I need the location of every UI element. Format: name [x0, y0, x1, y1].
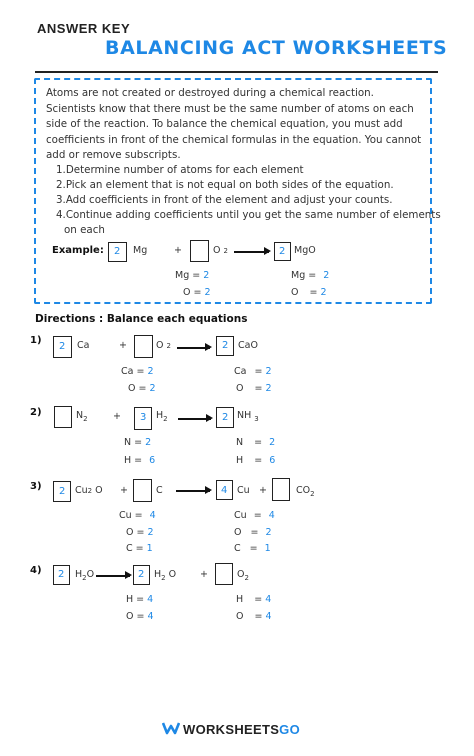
problem-2-reactant: $H_2$	[156, 410, 168, 423]
problem-2-product: NH $_3$	[237, 410, 259, 423]
problem-4-product: $O_2$	[237, 569, 249, 582]
problem-3-right-count: O = 2	[234, 527, 272, 538]
footer-brand: WORKSHEETSGO	[183, 722, 300, 737]
problem-3-arrow	[176, 490, 210, 492]
problem-3-reactant: Cu2 O	[75, 485, 103, 496]
step-4: 4.Continue adding coefficients until you get the same number of elements	[56, 209, 441, 221]
problem-4-coef-box[interactable]: 2	[133, 565, 150, 585]
example-reactant-2: O 2	[213, 245, 228, 256]
problem-1-reactant: Ca	[77, 340, 90, 351]
problem-2-coef-box[interactable]	[54, 406, 72, 428]
problem-3-coef-box[interactable]: 2	[53, 481, 71, 502]
problem-3-reactant: C	[156, 485, 163, 496]
step-2: 2.Pick an element that is not equal on both sides of the equation.	[56, 179, 394, 191]
problem-3-right-count: C = 1	[234, 543, 271, 554]
example-plus: +	[174, 245, 182, 256]
problem-2-coef-box[interactable]: 2	[216, 407, 234, 428]
example-left-count: Mg = 2	[175, 270, 210, 281]
problem-1-left-count: Ca = 2	[121, 366, 154, 377]
problem-3-coef-box[interactable]	[133, 479, 152, 502]
problem-2-plus: +	[113, 411, 121, 422]
problem-2-right-count: H = 6	[236, 455, 276, 466]
problem-3-plus: +	[120, 485, 128, 496]
problem-3-left-count: Cu = 4	[119, 510, 156, 521]
problem-1-arrow	[177, 347, 210, 349]
example-coef-box-1[interactable]: 2	[108, 242, 127, 262]
step-3: 3.Add coefficients in front of the element and adjust your counts.	[56, 194, 393, 206]
example-right-count: O = 2	[291, 287, 327, 298]
example-coef-box-2[interactable]	[190, 240, 209, 262]
problem-1-right-count: O = 2	[236, 383, 272, 394]
page-title: BALANCING ACT WORKSHEETS	[105, 37, 448, 59]
problem-1-product: CaO	[238, 340, 258, 351]
problem-2-reactant: $N_2$	[76, 410, 88, 423]
problem-3-plus: +	[259, 485, 267, 496]
problem-3-right-count: Cu = 4	[234, 510, 275, 521]
problem-2-left-count: N = 2	[124, 437, 152, 448]
problem-2-right-count: N = 2	[236, 437, 276, 448]
problem-1-number: 1)	[30, 335, 42, 346]
problem-1-coef-box[interactable]: 2	[53, 336, 72, 358]
problem-1-coef-box[interactable]	[134, 335, 153, 358]
problem-3-coef-box[interactable]: 4	[216, 480, 233, 500]
problem-2-coef-box[interactable]: 3	[134, 407, 152, 430]
problem-3-left-count: O = 2	[126, 527, 154, 538]
problem-4-right-count: H = 4	[236, 594, 272, 605]
example-right-count: Mg = 2	[291, 270, 330, 281]
step-1: 1.Determine number of atoms for each element	[56, 164, 304, 176]
problem-4-coef-box[interactable]	[215, 563, 233, 585]
problem-4-right-count: O = 4	[236, 611, 272, 622]
problem-1-coef-box[interactable]: 2	[216, 336, 234, 356]
w-chevron-logo-icon	[162, 720, 180, 739]
problem-1-right-count: Ca = 2	[234, 366, 272, 377]
example-label: Example:	[52, 245, 104, 256]
problem-1-left-count: O = 2	[128, 383, 156, 394]
intro-text: Atoms are not created or destroyed during a chemical reaction. Scientists know that there must be the same number of atoms on each side of the reaction. To balance the chemical equation, you must add coefficients in front of the chemical formulas in the equation. You cannot add or remove subscripts.	[46, 87, 422, 161]
problem-2-left-count: H = 6	[124, 455, 156, 466]
problem-3-left-count: C = 1	[126, 543, 153, 554]
problem-4-plus: +	[200, 569, 208, 580]
problem-1-reactant: O 2	[156, 340, 171, 351]
problem-3-product: $CO_2$	[296, 485, 315, 498]
example-reactant-1: Mg	[133, 245, 148, 256]
problem-3-coef-box[interactable]	[272, 478, 290, 501]
directions-heading: Directions : Balance each equations	[35, 313, 248, 325]
problem-4-left-count: O = 4	[126, 611, 154, 622]
example-product: MgO	[294, 245, 316, 256]
answer-key-label: ANSWER KEY	[37, 21, 131, 36]
problem-3-number: 3)	[30, 481, 42, 492]
problem-3-product: Cu	[237, 485, 250, 496]
title-divider	[35, 71, 438, 73]
problem-1-plus: +	[119, 340, 127, 351]
example-arrow	[234, 251, 269, 253]
problem-4-number: 4)	[30, 565, 42, 576]
example-left-count: O = 2	[183, 287, 211, 298]
step-4-cont: on each	[64, 224, 105, 236]
problem-2-number: 2)	[30, 407, 42, 418]
problem-2-arrow	[178, 418, 211, 420]
problem-4-arrow	[96, 575, 130, 577]
problem-4-coef-box[interactable]: 2	[53, 565, 70, 585]
problem-4-reactant: $H_2O$	[75, 569, 95, 582]
problem-4-left-count: H = 4	[126, 594, 154, 605]
example-coef-box-3[interactable]: 2	[274, 242, 291, 261]
problem-4-product: $H_2$ O	[154, 569, 177, 582]
